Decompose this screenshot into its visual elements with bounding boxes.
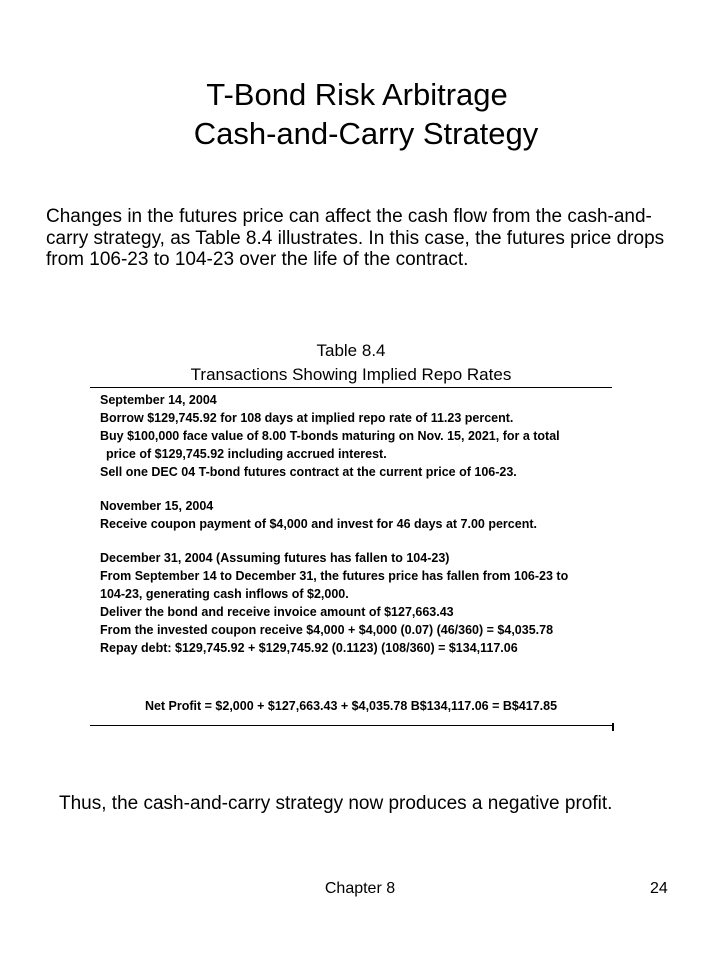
footer-chapter: Chapter 8 [324, 880, 396, 897]
table-line: From September 14 to December 31, the futures price has fallen from 106-23 to [100, 569, 569, 583]
table-line: December 31, 2004 (Assuming futures has fallen to 104-23) [100, 551, 450, 565]
table-line: price of $129,745.92 including accrued interest. [106, 447, 387, 461]
table-subtitle: Transactions Showing Implied Repo Rates [190, 365, 512, 384]
table-line: Repay debt: $129,745.92 + $129,745.92 (0.1123) (108/360) = $134,117.06 [100, 641, 518, 655]
table-line: November 15, 2004 [100, 499, 214, 513]
slide-title-line2: Cash-and-Carry Strategy [193, 116, 539, 151]
table-line: Sell one DEC 04 T-bond futures contract at the current price of 106-23. [100, 465, 517, 479]
table-line: Receive coupon payment of $4,000 and invest for 46 days at 7.00 percent. [100, 517, 537, 531]
table-bottom-rule [90, 725, 612, 726]
slide-title-line1: T-Bond Risk Arbitrage [206, 77, 508, 112]
conclusion-paragraph: Thus, the cash-and-carry strategy now produces a negative profit. [59, 793, 613, 814]
intro-paragraph: Changes in the futures price can affect the cash flow from the cash-and-carry strategy, as Table 8.4 illustrates. In this case, the futures price drops from 106-23 to 104-23 over the life of the contract. [46, 206, 665, 270]
table-line: Buy $100,000 face value of 8.00 T-bonds maturing on Nov. 15, 2021, for a total [100, 429, 560, 443]
net-profit-line: Net Profit = $2,000 + $127,663.43 + $4,035.78 B$134,117.06 = B$417.85 [144, 699, 558, 713]
table-corner-mark [612, 723, 614, 731]
table-title: Table 8.4 [316, 341, 386, 360]
table-line: 104-23, generating cash inflows of $2,000. [100, 587, 349, 601]
footer-page-number: 24 [650, 880, 668, 897]
table-line: From the invested coupon receive $4,000 + $4,000 (0.07) (46/360) = $4,035.78 [100, 623, 554, 637]
table-line: Deliver the bond and receive invoice amount of $127,663.43 [100, 605, 454, 619]
table-top-rule [90, 387, 612, 388]
table-line: Borrow $129,745.92 for 108 days at implied repo rate of 11.23 percent. [100, 411, 514, 425]
table-line: September 14, 2004 [100, 393, 217, 407]
